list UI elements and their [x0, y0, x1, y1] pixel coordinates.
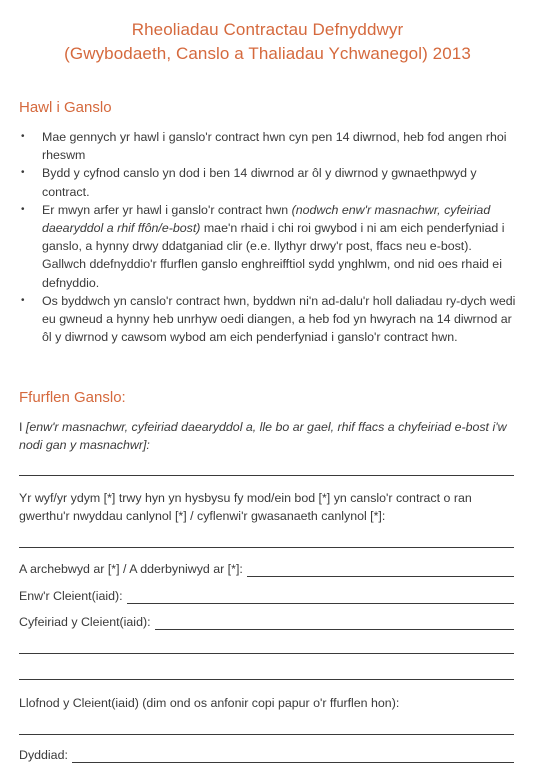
ordered-received-line[interactable]: [247, 563, 514, 577]
list-item: • Bydd y cyfnod canslo yn dod i ben 14 diwrnod ar ôl y diwrnod y gwnaethpwyd y contract.: [19, 164, 519, 200]
title-line-1: Rheoliadau Contractau Defnyddwyr: [131, 20, 404, 39]
client-name-field[interactable]: [19, 586, 514, 604]
date-line[interactable]: [72, 749, 514, 763]
list-item: • Er mwyn arfer yr hawl i ganslo'r contract hwn (nodwch enw'r masnachwr, cyfeiriad daearyddol a rhif ffôn/e-bost) mae'n rhaid i chi roi gwybod i ni am eich penderfyniad i ganslo, a hynny drwy ddatganiad clir (e.e. llythyr drwy'r post, ffacs neu e-bost). Gallwch ddefnyddio'r ffurflen ganslo enghreifftiol sydd ynghlwm, ond nid oes rhaid ei defnyddio.: [19, 201, 519, 292]
title-line-2: (Gwybodaeth, Canslo a Thaliadau Ychwanegol) 2013: [64, 44, 471, 63]
client-address-label: Cyfeiriad y Cleient(iaid):: [19, 615, 151, 629]
date-field[interactable]: [19, 745, 514, 763]
right-to-cancel-heading: Hawl i Ganslo: [19, 99, 112, 116]
date-label: Dyddiad:: [19, 748, 68, 762]
client-signature-label: Llofnod y Cleient(iaid) (dim ond os anfonir copi papur o'r ffurflen hon):: [19, 696, 400, 710]
ordered-received-label: A archebwyd ar [*] / A dderbyniwyd ar [*]:: [19, 562, 243, 576]
client-address-field[interactable]: [19, 612, 514, 630]
address-extra-line-1[interactable]: [19, 653, 514, 654]
recipient-instruction: [enw'r masnachwr, cyfeiriad daearyddol a, lle bo ar gael, rhif ffacs a chyfeiriad e-bost i'w nodi gan y masnachwr]:: [19, 420, 507, 453]
client-address-line[interactable]: [155, 616, 514, 630]
recipient-answer-line[interactable]: [19, 475, 514, 476]
ordered-received-field[interactable]: [19, 559, 514, 577]
client-name-label: Enw'r Cleient(iaid):: [19, 589, 123, 603]
address-extra-line-2[interactable]: [19, 679, 514, 680]
trader-details-note: (nodwch enw'r masnachwr, cyfeiriad daearyddol a rhif ffôn/e-bost): [42, 202, 491, 236]
cancellation-form-heading: Ffurflen Ganslo:: [19, 389, 126, 406]
list-item: • Mae gennych yr hawl i ganslo'r contract hwn cyn pen 14 diwrnod, heb fod angen rhoi rheswm: [19, 128, 519, 164]
client-name-line[interactable]: [127, 590, 514, 604]
cancellation-notice-text: Yr wyf/yr ydym [*] trwy hyn yn hysbysu fy mod/ein bod [*] yn canslo'r contract o ran gwerthu'r nwyddau canlynol [*] / cyflenwi'r gwasanaeth canlynol [*]:: [19, 491, 472, 524]
signature-line[interactable]: [19, 734, 514, 735]
goods-answer-line[interactable]: [19, 547, 514, 548]
list-item: • Os byddwch yn canslo'r contract hwn, byddwn ni'n ad-dalu'r holl daliadau ry-dych wedi eu gwneud a hynny heb unrhyw oedi diangen, a heb fod yn hwyrach na 14 diwrnod ar ôl y diwrnod y cawsom wybod am eich penderfyniad i ganslo'r contract hwn.: [19, 292, 519, 347]
right-to-cancel-list: [19, 128, 519, 346]
page-title: [0, 18, 535, 66]
recipient-intro: I [enw'r masnachwr, cyfeiriad daearyddol a, lle bo ar gael, rhif ffacs a chyfeiriad e-bost i'w nodi gan y masnachwr]:: [19, 420, 507, 453]
